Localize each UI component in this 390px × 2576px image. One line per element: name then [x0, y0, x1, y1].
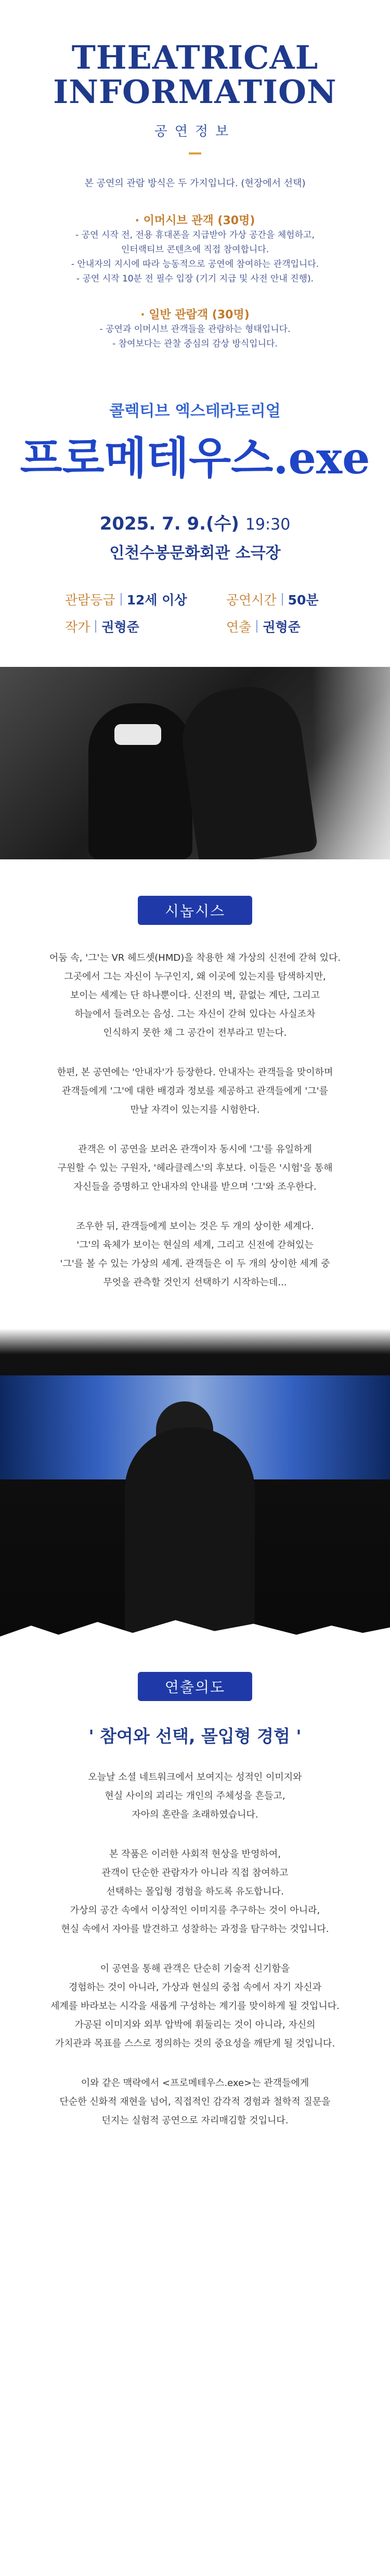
- text-line: 오늘날 소셜 네트워크에서 보여지는 성적인 이미지와: [88, 1772, 302, 1783]
- hero-divider: [189, 152, 201, 154]
- immersive-heading: · 이머시브 관객 (30명): [135, 214, 255, 227]
- info-runtime: [195, 590, 341, 609]
- direction-paragraph: [0, 2074, 390, 2130]
- immersive-line: - 공연 시작 10분 전 필수 입장 (기기 지급 및 사전 안내 진행).: [76, 274, 314, 284]
- production-photo-vr: [0, 667, 390, 859]
- text-line: 자신들을 증명하고 안내자의 안내를 받으며 '그'와 조우한다.: [73, 1181, 317, 1192]
- text-line: 그곳에서 그는 자신이 누구인지, 왜 이곳에 있는지를 탐색하지만,: [64, 971, 326, 982]
- synopsis-badge: 시놉시스: [138, 896, 252, 925]
- text-line: '그'를 볼 수 있는 가상의 세계. 관객들은 이 두 개의 상이한 세계 중: [60, 1258, 330, 1269]
- show-date: 2025. 7. 9.(수): [99, 513, 239, 534]
- performer-figure: [176, 680, 318, 859]
- synopsis-body: [0, 949, 390, 1292]
- direction-paragraph: [0, 1768, 390, 1824]
- info-separator: [95, 620, 96, 633]
- direction-body: [0, 1723, 390, 2167]
- immersive-line: 인터랙티브 콘텐츠에 직접 참여합니다.: [121, 244, 269, 255]
- show-date-line: [0, 509, 390, 535]
- light-flare: [312, 667, 390, 859]
- show-title-section: [0, 398, 390, 563]
- general-heading: · 일반 관람객 (30명): [140, 308, 250, 321]
- text-line: 인식하지 못한 채 그 공간이 전부라고 믿는다.: [103, 1027, 287, 1038]
- info-value: 50분: [288, 593, 319, 608]
- text-line: 자아의 혼란을 초래하였습니다.: [132, 1809, 258, 1820]
- text-line: 본 작품은 이러한 사회적 현상을 반영하여,: [109, 1849, 281, 1860]
- text-line: 관객은 이 공연을 보러온 관객이자 동시에 '그'를 유일하게: [78, 1144, 312, 1155]
- show-time: 19:30: [245, 516, 291, 534]
- info-value: 권형준: [101, 620, 139, 635]
- info-writer: [49, 617, 195, 636]
- general-line: - 참여보다는 관찰 중심의 감상 방식입니다.: [112, 339, 278, 349]
- general-audience-block: [0, 306, 390, 351]
- synopsis-paragraph: [0, 1217, 390, 1292]
- text-line: 이와 같은 맥락에서 <프로메테우스.exe>는 관객들에게: [81, 2078, 309, 2089]
- theatrical-information-header: [0, 0, 390, 154]
- synopsis-paragraph: [0, 1140, 390, 1196]
- text-line: 단순한 신화적 재현을 넘어, 직접적인 감각적 경험과 철학적 질문을: [59, 2096, 331, 2107]
- text-line: 가상의 공간 속에서 이상적인 이미지를 추구하는 것이 아니라,: [70, 1905, 320, 1916]
- text-line: 관객이 단순한 관람자가 아니라 직접 참여하고: [101, 1867, 289, 1878]
- immersive-audience-block: [0, 212, 390, 286]
- hero-title-line2: INFORMATION: [53, 73, 337, 111]
- direction-paragraph: [0, 1960, 390, 2053]
- direction-paragraph: [0, 1845, 390, 1939]
- text-line: 현실 속에서 자아를 발견하고 성찰하는 과정을 탐구하는 것입니다.: [61, 1924, 329, 1935]
- text-line: 가공된 이미지와 외부 압박에 휘둘리는 것이 아니라, 자신의: [74, 2019, 316, 2030]
- info-label: 연출: [226, 620, 252, 635]
- text-line: 현실 사이의 괴리는 개인의 주체성을 흔들고,: [105, 1791, 285, 1801]
- text-line: 선택하는 몰입형 경험을 하도록 유도합니다.: [106, 1886, 284, 1897]
- text-line: '그'의 육체가 보이는 현실의 세계, 그리고 신전에 갇혀있는: [76, 1240, 314, 1251]
- text-line: 구원할 수 있는 구원자, '헤라클레스'의 후보다. 이들은 '시험'을 통해: [57, 1163, 333, 1174]
- general-line: - 공연과 이머시브 관객들을 관람하는 형태입니다.: [99, 324, 291, 334]
- show-title: 프로메테우스.exe: [20, 432, 370, 484]
- info-label: 작가: [65, 620, 90, 635]
- direction-badge: 연출의도: [138, 1672, 252, 1701]
- show-info-grid: [49, 590, 341, 636]
- info-separator: [121, 593, 122, 606]
- company-name: 콜렉티브 엑스테라토리얼: [109, 402, 281, 420]
- immersive-line: - 안내자의 지시에 따라 능동적으로 공연에 참여하는 관객입니다.: [71, 259, 319, 269]
- text-line: 무엇을 관측할 것인지 선택하기 시작하는데...: [103, 1277, 287, 1288]
- hero-title-line1: THEATRICAL: [71, 38, 319, 76]
- vr-headset: [114, 724, 161, 745]
- text-line: 보이는 세계는 단 하나뿐이다. 신전의 벽, 끝없는 계단, 그리고: [70, 990, 320, 1001]
- direction-quote: ' 참여와 선택, 몰입형 경험 ': [88, 1726, 302, 1746]
- synopsis-paragraph: [0, 1063, 390, 1119]
- text-line: 가치관과 목표를 스스로 정의하는 것의 중요성을 깨닫게 될 것입니다.: [55, 2038, 335, 2049]
- text-line: 경험하는 것이 아니라, 가상과 현실의 중첩 속에서 자기 자신과: [68, 1982, 322, 1993]
- show-venue: 인천수봉문화회관 소극장: [109, 544, 281, 562]
- text-line: 어둠 속, '그'는 VR 헤드셋(HMD)을 착용한 채 가상의 신전에 갇혀 있다.: [49, 952, 341, 963]
- text-line: 하늘에서 들려오는 음성. 그는 자신이 갇혀 있다는 사실조차: [74, 1009, 316, 1020]
- text-line: 세계를 바라보는 시각을 새롭게 구성하는 계기를 맞이하게 될 것입니다.: [50, 2001, 340, 2012]
- hero-subtitle: 공연정보: [154, 124, 236, 139]
- info-label: 공연시간: [226, 593, 277, 608]
- info-separator: [256, 620, 257, 633]
- info-value: 권형준: [263, 620, 301, 635]
- synopsis-paragraph: [0, 949, 390, 1042]
- info-separator: [282, 593, 283, 606]
- text-line: 관객들에게 '그'에 대한 배경과 정보를 제공하고 관객들에게 '그'를: [62, 1086, 328, 1097]
- viewing-method-section: [0, 175, 390, 351]
- info-director: [195, 617, 341, 636]
- production-photo-screen: [0, 1329, 390, 1651]
- performer-silhouette: [125, 1427, 255, 1651]
- text-line: 한편, 본 공연에는 '안내자'가 등장한다. 안내자는 관객들을 맞이하며: [57, 1067, 333, 1078]
- immersive-line: - 공연 시작 전, 전용 휴대폰을 지급받아 가상 공간을 체험하고,: [75, 230, 315, 240]
- viewing-intro: 본 공연의 관람 방식은 두 가지입니다. (현장에서 선택): [84, 178, 306, 189]
- info-value: 12세 이상: [126, 593, 187, 608]
- info-rating: [49, 590, 195, 609]
- info-label: 관람등급: [65, 593, 115, 608]
- text-line: 던지는 실험적 공연으로 자리매김할 것입니다.: [101, 2115, 289, 2126]
- text-line: 만날 자격이 있는지를 시험한다.: [130, 1104, 260, 1115]
- text-line: 이 공연을 통해 관객은 단순히 기술적 신기함을: [100, 1963, 290, 1974]
- text-line: 조우한 뒤, 관객들에게 보이는 것은 두 개의 상이한 세계다.: [76, 1221, 314, 1232]
